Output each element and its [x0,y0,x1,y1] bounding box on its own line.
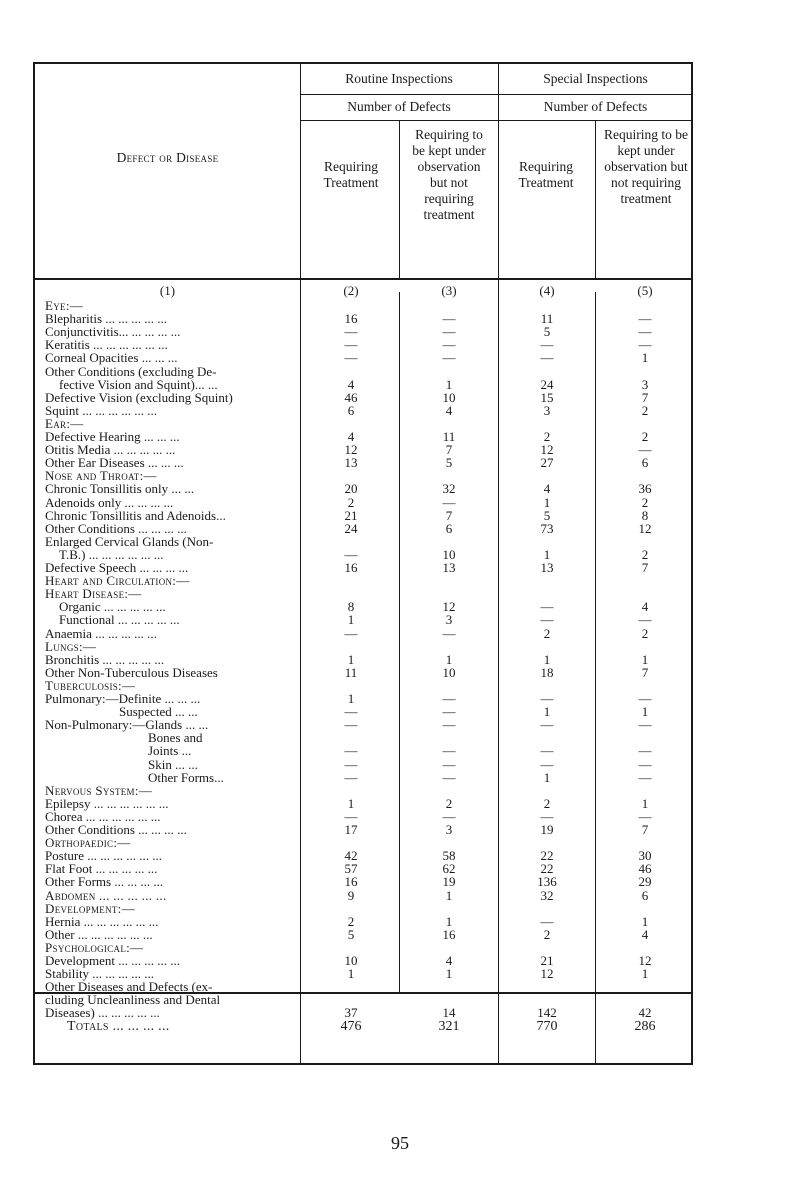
row-value: 5 [543,324,551,340]
row-value: 13 [540,560,554,575]
row-value: — [344,625,358,641]
row-label: Orthopaedic:— [45,835,131,851]
row-value: — [344,769,358,785]
row-value: 4 [445,953,453,968]
row-value: 2 [347,913,355,929]
row-value: 11 [442,429,456,444]
row-value: 1 [445,966,453,982]
row-value: 1 [641,966,649,982]
row-label: Other Conditions (excluding De- [45,363,217,379]
row-value: — [638,311,652,327]
routine-number-of-defects: Number of Defects [347,99,451,114]
defect-or-disease-heading: Defect or Disease [116,150,219,165]
row-value: 6 [641,887,649,903]
row-value: 6 [641,455,649,471]
row-label: Otitis Media ... ... ... ... ... [45,442,176,458]
row-label: cluding Uncleanliness and Dental [45,992,221,1008]
row-value: 24 [540,376,554,392]
row-value: 16 [344,560,358,575]
row-value: 22 [540,848,554,864]
row-value: 4 [641,926,649,942]
row-value: 30 [638,848,652,864]
header-rule-3 [35,278,693,280]
row-value: — [638,743,652,759]
row-label: Psychological:— [45,939,144,955]
row-value: — [638,337,652,353]
row-value: — [638,717,652,733]
row-value: 2 [641,625,649,641]
row-value: 4 [543,481,551,497]
row-value: 142 [537,1005,557,1021]
row-label: Pulmonary:—Definite ... ... ... [45,691,201,706]
row-value: 5 [445,455,453,471]
row-value: — [638,808,652,824]
row-value: 5 [347,926,355,942]
row-value: 7 [641,560,649,575]
row-label: Suspected ... ... [119,704,198,720]
col-num-5: (5) [637,283,653,298]
row-label: Heart and Circulation:— [45,573,190,589]
row-value: 2 [347,494,355,510]
row-value: 20 [344,481,358,497]
row-value: 1 [445,376,453,392]
row-label: Other ... ... ... ... ... ... [45,926,153,942]
row-label: Development:— [45,900,135,916]
row-value: — [638,612,652,628]
row-label: Hernia ... ... ... ... ... ... [45,913,159,929]
row-label: Defective Speech ... ... ... ... [45,560,189,575]
row-value: 13 [442,560,456,575]
row-value: — [442,337,456,353]
row-value: 1 [543,651,551,667]
row-label: Organic ... ... ... ... ... [59,599,166,615]
row-label: Joints ... [148,743,192,759]
row-value: 2 [641,546,649,562]
row-value: — [442,808,456,824]
row-value: 21 [540,953,554,968]
row-value: — [638,442,652,458]
row-label: T.B.) ... ... ... ... ... ... [59,546,164,562]
row-value: — [442,311,456,327]
row-value: — [344,704,358,720]
row-value: 46 [344,389,358,405]
row-label: Squint ... ... ... ... ... ... [45,402,157,418]
row-label: Skin ... ... [148,756,198,772]
row-value: 2 [543,795,551,811]
col-num-1: (1) [159,283,176,298]
row-value: — [442,324,456,340]
row-value: — [540,612,554,628]
special-requiring-treatment: Requiring Treatment [518,159,574,190]
row-value: 29 [638,874,652,890]
row-value: 16 [442,926,456,942]
row-value: 62 [442,861,456,877]
row-value: 1 [641,651,649,667]
row-label: Heart Disease:— [45,586,142,602]
row-label: Eye:— [45,298,84,313]
row-value: — [344,337,358,353]
row-value: — [344,756,358,772]
row-value: — [442,717,456,733]
row-label: Functional ... ... ... ... ... [59,612,180,628]
row-value: 7 [641,664,649,680]
row-label: Stability ... ... ... ... ... [45,966,155,982]
defects-table [33,62,693,1065]
row-label: Chorea ... ... ... ... ... ... [45,808,161,824]
row-value: — [442,494,456,510]
row-value: — [540,808,554,824]
row-value: 8 [641,507,649,523]
row-value: 2 [641,402,649,418]
row-label: Other Non-Tuberculous Diseases [45,664,218,680]
row-value: 1 [347,795,355,811]
row-value: 3 [641,376,649,392]
row-value: 9 [347,887,355,903]
row-label: Corneal Opacities ... ... ... [45,350,178,366]
row-value: 19 [540,822,554,837]
row-value: 17 [344,822,358,837]
row-value: 1 [641,350,649,366]
col-divider-4 [595,120,596,280]
special-inspections-heading: Special Inspections [543,71,648,86]
row-value: — [540,913,554,929]
row-value: — [344,324,358,340]
row-value: 10 [442,546,456,562]
row-value: 1 [641,795,649,811]
row-label: Bones and [148,730,203,746]
table-row [35,627,695,641]
row-value: — [638,756,652,772]
routine-inspections-heading: Routine Inspections [345,71,453,86]
row-value: — [442,625,456,641]
row-value: 24 [344,520,358,536]
table-row [35,823,695,837]
row-value: 42 [344,848,358,864]
row-value: 2 [641,494,649,510]
row-value: 14 [442,1005,456,1021]
row-label: Epilepsy ... ... ... ... ... ... [45,795,169,811]
row-label: Conjunctivitis... ... ... ... ... [45,324,181,340]
row-value: — [638,324,652,340]
row-value: — [442,756,456,772]
row-value: 1 [543,704,551,720]
row-value: 3 [445,822,453,837]
row-label: Other Diseases and Defects (ex- [45,979,213,995]
row-label: Anaemia ... ... ... ... ... [45,625,157,641]
row-value: — [540,350,554,366]
row-label: Lungs:— [45,638,97,654]
row-value: 12 [344,442,358,458]
row-value: — [540,599,554,615]
row-label: Other Conditions ... ... ... ... [45,520,187,536]
row-value: 32 [442,481,456,497]
special-requiring-observation: Requiring to be kept under observation but not requiring treatment [604,127,688,206]
row-label: Development ... ... ... ... ... [45,953,181,968]
totals-label: Totals ... ... ... ... [67,1019,170,1034]
row-value: 7 [641,389,649,405]
row-value: 12 [638,953,652,968]
row-label: Other Forms... [148,769,224,785]
row-label: Other Conditions ... ... ... ... [45,822,187,837]
header-rule-1 [300,94,693,95]
row-value: 10 [344,953,358,968]
row-value: 1 [347,966,355,982]
row-value: — [540,691,554,706]
row-value: 12 [442,599,456,615]
row-label: Blepharitis ... ... ... ... ... [45,311,168,327]
row-value: 136 [537,874,557,890]
table-row [35,718,695,732]
row-value: 12 [540,442,554,458]
table-row [35,744,695,758]
row-value: 2 [543,429,551,444]
row-value: 16 [344,874,358,890]
row-label: Chronic Tonsillitis only ... ... [45,481,195,497]
row-label: Nose and Throat:— [45,468,157,484]
totals-col-3: 321 [438,1019,460,1034]
row-value: — [540,756,554,772]
row-value: 4 [445,402,453,418]
row-value: 12 [540,966,554,982]
row-value: — [540,337,554,353]
row-value: 1 [347,651,355,667]
row-value: 6 [347,402,355,418]
row-value: — [344,546,358,562]
row-value: 58 [442,848,456,864]
row-value: 2 [641,429,649,444]
row-value: 10 [442,389,456,405]
col-num-4: (4) [539,283,555,298]
row-value: 8 [347,599,355,615]
row-value: 7 [445,507,453,523]
row-value: 11 [344,664,358,680]
row-value: 22 [540,861,554,877]
row-value: 5 [543,507,551,523]
row-value: 37 [344,1005,358,1021]
row-label: Defective Vision (excluding Squint) [45,389,233,405]
row-label: Tuberculosis:— [45,677,136,693]
row-value: 12 [638,520,652,536]
row-value: 4 [641,599,649,615]
table-row [35,731,695,745]
row-label: Enlarged Cervical Glands (Non- [45,533,214,549]
row-value: — [344,743,358,759]
row-value: 2 [543,625,551,641]
row-value: 1 [445,651,453,667]
row-value: 15 [540,389,554,405]
row-value: 4 [347,376,355,392]
row-value: — [442,350,456,366]
row-value: 1 [543,546,551,562]
row-label: Defective Hearing ... ... ... [45,429,180,444]
row-value: 21 [344,507,358,523]
col-divider-2 [399,120,400,280]
row-value: 10 [442,664,456,680]
table-row [35,404,695,418]
routine-requiring-treatment: Requiring Treatment [323,159,379,190]
row-value: 3 [543,402,551,418]
row-value: — [344,808,358,824]
row-value: 11 [540,311,554,327]
row-value: — [540,743,554,759]
row-value: — [540,717,554,733]
row-label: Other Forms ... ... ... ... [45,874,164,890]
row-label: Chronic Tonsillitis and Adenoids... [45,507,226,523]
page-number: 95 [391,1133,409,1153]
row-label: Flat Foot ... ... ... ... ... [45,861,158,877]
row-label: Posture ... ... ... ... ... ... [45,848,162,864]
row-value: 3 [445,612,453,628]
special-number-of-defects: Number of Defects [543,99,648,114]
row-value: 1 [641,704,649,720]
row-value: 1 [445,913,453,929]
row-label: Adenoids only ... ... ... ... [45,494,174,510]
row-value: 18 [540,664,554,680]
totals-col-5: 286 [634,1019,656,1034]
row-value: 2 [445,795,453,811]
row-value: 7 [445,442,453,458]
row-value: — [442,691,456,706]
totals-col-2: 476 [340,1019,362,1034]
totals-col-4: 770 [536,1019,558,1034]
row-value: 19 [442,874,456,890]
row-value: 2 [543,926,551,942]
row-value: 1 [543,494,551,510]
row-value: 1 [445,887,453,903]
row-label: Other Ear Diseases ... ... ... [45,455,184,471]
row-value: 27 [540,455,554,471]
row-value: 6 [445,520,453,536]
row-label: Bronchitis ... ... ... ... ... [45,651,165,667]
row-value: — [442,704,456,720]
header-rule-2 [300,120,693,121]
table-row [35,758,695,772]
row-value: — [638,691,652,706]
row-value: 1 [347,691,355,706]
row-value: 13 [344,455,358,471]
row-value: 73 [540,520,554,536]
row-value: — [442,743,456,759]
row-label: Diseases) ... ... ... ... ... [45,1005,160,1021]
row-value: 1 [347,612,355,628]
row-value: 4 [347,429,355,444]
row-label: Nervous System:— [45,782,153,798]
routine-requiring-observation: Requiring to be kept under observation but not requiring treatment [412,127,486,222]
row-value: 1 [641,913,649,929]
row-value: 1 [543,769,551,785]
col-num-3: (3) [441,283,457,298]
row-value: — [344,717,358,733]
row-label: fective Vision and Squint)... ... [59,376,218,392]
row-value: — [638,769,652,785]
row-label: Keratitis ... ... ... ... ... ... [45,337,168,353]
row-value: 42 [638,1005,652,1021]
row-label: Non-Pulmonary:—Glands ... ... [45,717,209,733]
row-value: 32 [540,887,554,903]
row-value: 16 [344,311,358,327]
row-value: — [442,769,456,785]
col-num-2: (2) [343,283,359,298]
totals-row [35,1020,695,1034]
row-label: Ear:— [45,415,84,431]
row-value: 7 [641,822,649,837]
row-label: Abdomen ... ... ... ... ... [45,887,167,903]
column-numbers-row [35,284,695,298]
row-value: 57 [344,861,358,877]
row-value: — [344,350,358,366]
row-value: 46 [638,861,652,877]
row-value: 36 [638,481,652,497]
